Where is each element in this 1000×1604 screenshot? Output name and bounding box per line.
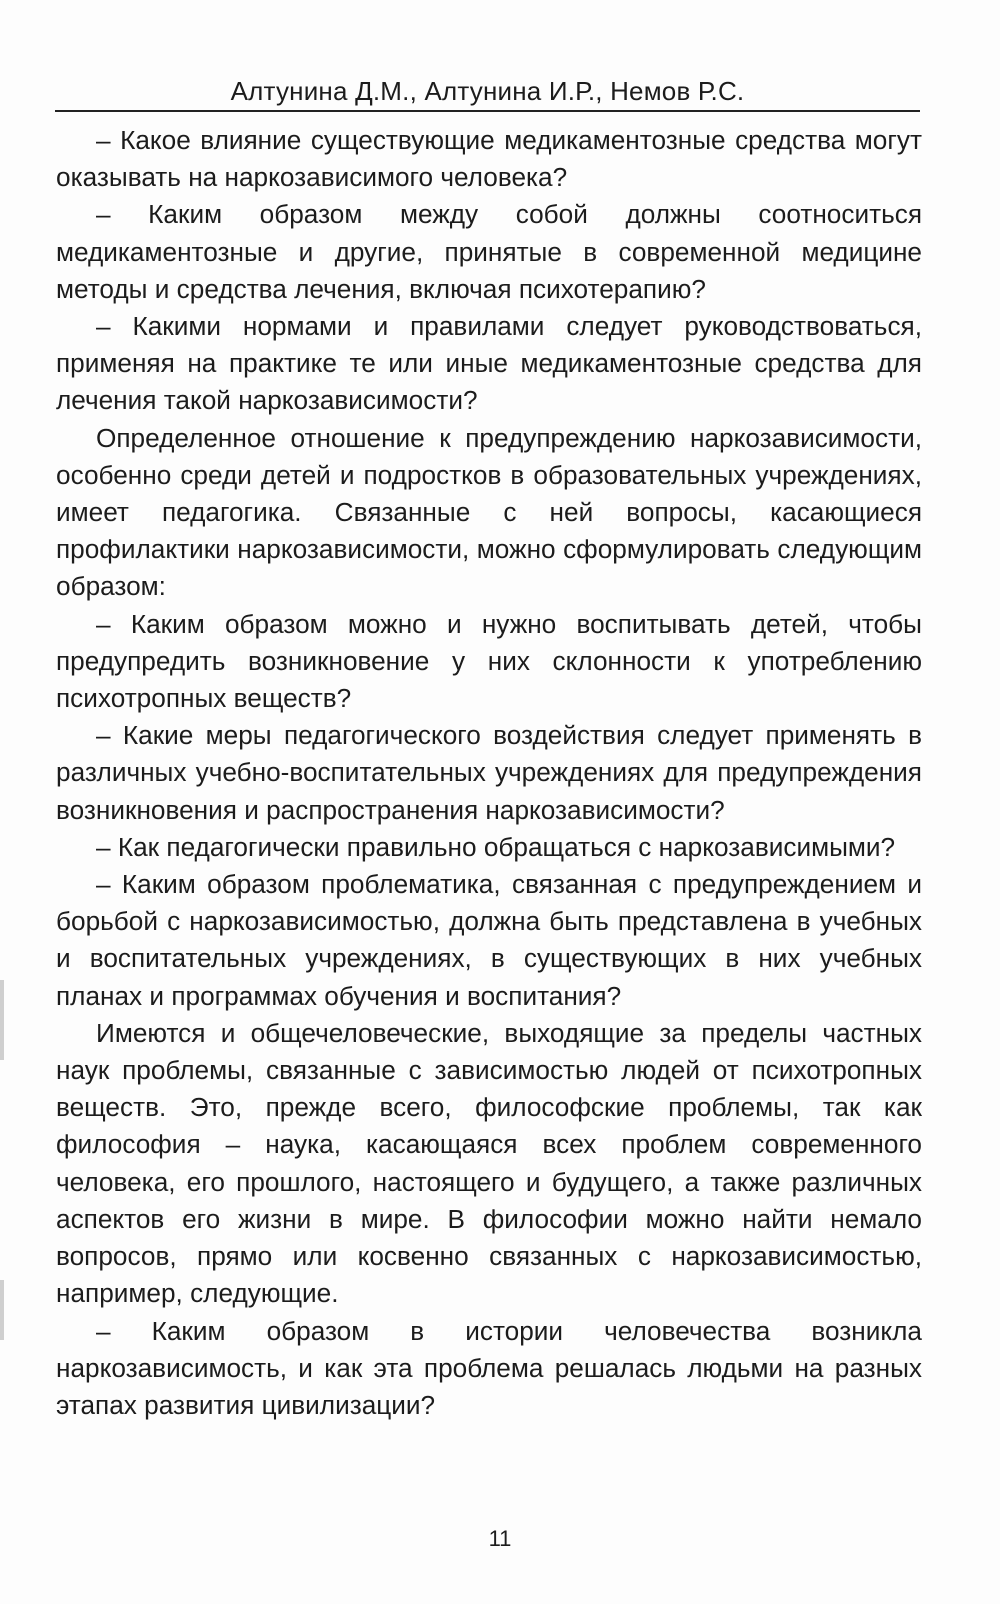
- paragraph: – Каким образом можно и нужно воспитывать детей, чтобы предупредить возникновение у них склонности к употреблению психотропных веществ?: [56, 608, 922, 714]
- paragraph: Определенное отношение к предупреждению наркозависимости, особенно среди детей и подростков в образовательных учреждениях, имеет педагогика. Связанные с ней вопросы, касающиеся профилактики наркозависимости, можно сформулировать следующим образом:: [56, 422, 922, 602]
- paragraph: Имеются и общечеловеческие, выходящие за пределы частных наук проблемы, связанные с зависимостью людей от психотропных веществ. Это, прежде всего, философские проблемы, так как философия – наука, касающаяся всех проблем современного человека, его прошлого, настоящего и будущего, а также различных аспектов его жизни в мире. В философии можно найти немало вопросов, прямо или косвенно связанных с наркозависимостью, например, следующие.: [56, 1017, 922, 1309]
- body-text: [56, 122, 922, 1424]
- paragraph: – Каким образом в истории человечества возникла наркозависимость, и как эта проблема решалась людьми на разных этапах развития цивилизации?: [56, 1315, 922, 1420]
- running-head: [55, 74, 920, 112]
- running-head-authors: Алтунина Д.М., Алтунина И.Р., Немов Р.С.: [230, 76, 745, 106]
- page-number: 11: [488, 1526, 512, 1551]
- paragraph: – Каким образом проблематика, связанная с предупреждением и борьбой с наркозависимостью, должна быть представлена в учебных и воспитательных учреждениях, в существующих в них учебных планах и программах обучения и воспитания?: [56, 869, 922, 1011]
- page-edge-shadow: [0, 980, 4, 1060]
- paragraph: – Какими нормами и правилами следует руководствоваться, применяя на практике те или иные медикаментозные средства для лечения такой наркозависимости?: [56, 311, 922, 416]
- paragraph: – Каким образом между собой должны соотноситься медикаментозные и другие, принятые в современной медицине методы и средства лечения, включая психотерапию?: [56, 199, 922, 304]
- paragraph: – Какое влияние существующие медикаментозные средства могут оказывать на наркозависимого человека?: [56, 125, 922, 193]
- paragraph: – Как педагогически правильно обращаться с наркозависимыми?: [96, 831, 896, 862]
- page-edge-shadow: [0, 1280, 4, 1340]
- paragraph: – Какие меры педагогического воздействия следует применять в различных учебно-воспитательных учреждениях для предупреждения возникновения и распространения наркозависимости?: [56, 720, 922, 825]
